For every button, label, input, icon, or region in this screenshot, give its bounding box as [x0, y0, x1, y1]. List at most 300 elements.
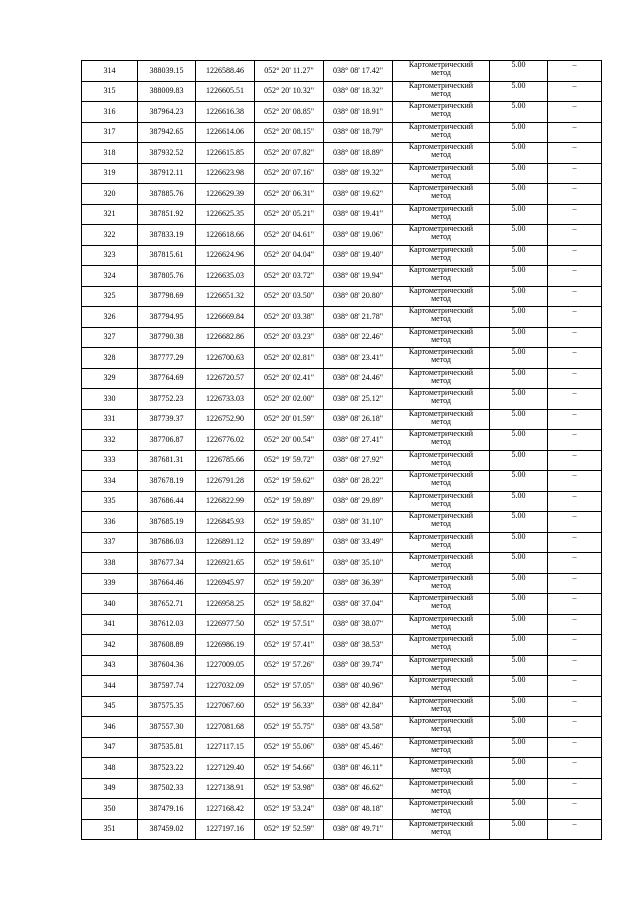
latitude: 052° 19' 53.24" — [255, 799, 324, 820]
longitude: 038° 08' 25.12" — [324, 389, 393, 410]
y-coordinate: 1226669.84 — [196, 307, 255, 328]
accuracy: 5.00 — [490, 61, 548, 82]
longitude: 038° 08' 38.07" — [324, 614, 393, 635]
method-cell — [393, 491, 490, 512]
accuracy: 5.00 — [490, 204, 548, 225]
latitude: 052° 20' 02.41" — [255, 368, 324, 389]
accuracy: 5.00 — [490, 368, 548, 389]
latitude: 052° 20' 08.85" — [255, 102, 324, 123]
method-label-line1: Картометрический — [408, 696, 474, 705]
method-label-line2: метод — [431, 724, 451, 733]
point-number: 338 — [82, 553, 138, 574]
method-label-line2: метод — [431, 416, 451, 426]
table-row — [82, 532, 602, 553]
longitude: 038° 08' 17.42" — [324, 61, 393, 82]
latitude: 052° 20' 07.82" — [255, 143, 324, 164]
note: – — [548, 102, 602, 123]
y-coordinate: 1226615.85 — [196, 143, 255, 164]
method-label-line1: Картометрический — [408, 429, 474, 438]
x-coordinate: 387932.52 — [138, 143, 196, 164]
note: – — [548, 184, 602, 205]
y-coordinate: 1226700.63 — [196, 348, 255, 369]
table-row — [82, 696, 602, 717]
x-coordinate: 387805.76 — [138, 266, 196, 287]
method-label-line2: метод — [431, 478, 451, 487]
accuracy: 5.00 — [490, 614, 548, 635]
method-cell — [393, 368, 490, 389]
note: – — [548, 307, 602, 328]
method-label-line1: Картометрический — [408, 81, 474, 90]
method-label-line1: Картометрический — [408, 409, 474, 418]
point-number: 319 — [82, 163, 138, 184]
longitude: 038° 08' 39.74" — [324, 655, 393, 676]
point-number: 334 — [82, 471, 138, 492]
note: – — [548, 225, 602, 246]
method-cell — [393, 102, 490, 123]
note: – — [548, 204, 602, 225]
method-label-line2: метод — [431, 580, 451, 590]
method-label-line1: Картометрический — [408, 634, 474, 643]
method-cell — [393, 717, 490, 738]
table-row — [82, 225, 602, 246]
accuracy: 5.00 — [490, 327, 548, 348]
point-number: 347 — [82, 737, 138, 758]
method-label-line2: метод — [431, 457, 451, 467]
point-number: 331 — [82, 409, 138, 430]
table-row — [82, 409, 602, 430]
method-label-line1: Картометрический — [408, 757, 474, 766]
point-number: 343 — [82, 655, 138, 676]
method-cell — [393, 512, 490, 533]
y-coordinate: 1226845.93 — [196, 512, 255, 533]
latitude: 052° 20' 11.27" — [255, 61, 324, 82]
latitude: 052° 20' 02.81" — [255, 348, 324, 369]
table-row — [82, 307, 602, 328]
note: – — [548, 450, 602, 471]
latitude: 052° 20' 04.61" — [255, 225, 324, 246]
method-label-line2: метод — [431, 785, 451, 795]
method-label-line2: метод — [431, 498, 451, 508]
longitude: 038° 08' 18.89" — [324, 143, 393, 164]
method-label-line1: Картометрический — [408, 798, 474, 807]
latitude: 052° 19' 59.62" — [255, 471, 324, 492]
x-coordinate: 387557.30 — [138, 717, 196, 738]
method-cell — [393, 778, 490, 799]
y-coordinate: 1226785.66 — [196, 450, 255, 471]
point-number: 314 — [82, 61, 138, 82]
x-coordinate: 387677.34 — [138, 553, 196, 574]
method-label-line2: метод — [431, 355, 451, 364]
accuracy: 5.00 — [490, 266, 548, 287]
longitude: 038° 08' 19.06" — [324, 225, 393, 246]
method-label-line2: метод — [431, 232, 451, 241]
x-coordinate: 387664.46 — [138, 573, 196, 594]
latitude: 052° 19' 55.75" — [255, 717, 324, 738]
longitude: 038° 08' 31.10" — [324, 512, 393, 533]
table-row — [82, 430, 602, 451]
y-coordinate: 1226752.90 — [196, 409, 255, 430]
method-label-line1: Картометрический — [408, 101, 474, 110]
note: – — [548, 532, 602, 553]
note: – — [548, 512, 602, 533]
point-number: 351 — [82, 819, 138, 840]
accuracy: 5.00 — [490, 553, 548, 574]
point-number: 326 — [82, 307, 138, 328]
table-row — [82, 348, 602, 369]
method-label-line1: Картометрический — [408, 286, 474, 295]
table-row — [82, 389, 602, 410]
method-label-line2: метод — [431, 621, 451, 631]
table-row — [82, 635, 602, 656]
y-coordinate: 1226629.39 — [196, 184, 255, 205]
note: – — [548, 471, 602, 492]
latitude: 052° 20' 02.00" — [255, 389, 324, 410]
y-coordinate: 1226616.38 — [196, 102, 255, 123]
method-label-line2: метод — [431, 683, 451, 692]
y-coordinate: 1226618.66 — [196, 225, 255, 246]
accuracy: 5.00 — [490, 389, 548, 410]
longitude: 038° 08' 40.96" — [324, 676, 393, 697]
longitude: 038° 08' 48.18" — [324, 799, 393, 820]
x-coordinate: 387833.19 — [138, 225, 196, 246]
method-label-line1: Картометрический — [408, 573, 474, 582]
accuracy: 5.00 — [490, 655, 548, 676]
point-number: 337 — [82, 532, 138, 553]
method-label-line1: Картометрический — [408, 737, 474, 746]
method-label-line1: Картометрический — [408, 716, 474, 725]
x-coordinate: 387815.61 — [138, 245, 196, 266]
table-row — [82, 266, 602, 287]
latitude: 052° 20' 00.54" — [255, 430, 324, 451]
method-label-line1: Картометрический — [408, 224, 474, 233]
y-coordinate: 1226625.35 — [196, 204, 255, 225]
x-coordinate: 387790.38 — [138, 327, 196, 348]
accuracy: 5.00 — [490, 758, 548, 779]
method-label-line2: метод — [431, 150, 451, 159]
longitude: 038° 08' 23.41" — [324, 348, 393, 369]
method-label-line2: метод — [431, 703, 451, 713]
latitude: 052° 19' 59.72" — [255, 450, 324, 471]
table-row — [82, 81, 602, 102]
note: – — [548, 81, 602, 102]
x-coordinate: 387597.74 — [138, 676, 196, 697]
table-row — [82, 245, 602, 266]
method-label-line2: метод — [431, 68, 451, 77]
method-label-line1: Картометрический — [408, 532, 474, 541]
point-number: 350 — [82, 799, 138, 820]
latitude: 052° 20' 10.32" — [255, 81, 324, 102]
accuracy: 5.00 — [490, 635, 548, 656]
accuracy: 5.00 — [490, 717, 548, 738]
latitude: 052° 20' 08.15" — [255, 122, 324, 143]
longitude: 038° 08' 38.53" — [324, 635, 393, 656]
y-coordinate: 1226921.65 — [196, 553, 255, 574]
latitude: 052° 19' 59.20" — [255, 573, 324, 594]
latitude: 052° 19' 52.59" — [255, 819, 324, 840]
method-label-line1: Картометрический — [408, 60, 474, 69]
y-coordinate: 1227032.09 — [196, 676, 255, 697]
y-coordinate: 1227129.40 — [196, 758, 255, 779]
table-row — [82, 61, 602, 82]
method-cell — [393, 286, 490, 307]
method-cell — [393, 819, 490, 840]
latitude: 052° 19' 57.05" — [255, 676, 324, 697]
longitude: 038° 08' 33.49" — [324, 532, 393, 553]
note: – — [548, 676, 602, 697]
x-coordinate: 387686.44 — [138, 491, 196, 512]
latitude: 052° 19' 57.51" — [255, 614, 324, 635]
longitude: 038° 08' 19.62" — [324, 184, 393, 205]
accuracy: 5.00 — [490, 102, 548, 123]
method-label-line2: метод — [431, 375, 451, 385]
note: – — [548, 327, 602, 348]
point-number: 336 — [82, 512, 138, 533]
method-label-line1: Картометрический — [408, 778, 474, 787]
longitude: 038° 08' 27.41" — [324, 430, 393, 451]
latitude: 052° 20' 04.04" — [255, 245, 324, 266]
method-cell — [393, 553, 490, 574]
table-row — [82, 143, 602, 164]
note: – — [548, 737, 602, 758]
table-row — [82, 573, 602, 594]
accuracy: 5.00 — [490, 430, 548, 451]
point-number: 341 — [82, 614, 138, 635]
table-row — [82, 122, 602, 143]
x-coordinate: 387685.19 — [138, 512, 196, 533]
longitude: 038° 08' 46.11" — [324, 758, 393, 779]
method-label-line2: метод — [431, 560, 451, 569]
accuracy: 5.00 — [490, 799, 548, 820]
point-number: 345 — [82, 696, 138, 717]
latitude: 052° 20' 06.31" — [255, 184, 324, 205]
method-cell — [393, 389, 490, 410]
note: – — [548, 717, 602, 738]
method-label-line2: метод — [431, 539, 451, 549]
latitude: 052° 19' 56.33" — [255, 696, 324, 717]
method-label-line2: метод — [431, 129, 451, 139]
table-row — [82, 327, 602, 348]
x-coordinate: 387686.03 — [138, 532, 196, 553]
longitude: 038° 08' 26.18" — [324, 409, 393, 430]
y-coordinate: 1226733.03 — [196, 389, 255, 410]
method-cell — [393, 573, 490, 594]
table-row — [82, 819, 602, 840]
x-coordinate: 387798.69 — [138, 286, 196, 307]
longitude: 038° 08' 18.32" — [324, 81, 393, 102]
accuracy: 5.00 — [490, 778, 548, 799]
point-number: 318 — [82, 143, 138, 164]
accuracy: 5.00 — [490, 594, 548, 615]
accuracy: 5.00 — [490, 286, 548, 307]
longitude: 038° 08' 24.46" — [324, 368, 393, 389]
method-label-line2: метод — [431, 642, 451, 651]
accuracy: 5.00 — [490, 737, 548, 758]
point-number: 340 — [82, 594, 138, 615]
table-row — [82, 102, 602, 123]
x-coordinate: 387794.95 — [138, 307, 196, 328]
x-coordinate: 388039.15 — [138, 61, 196, 82]
table-body — [82, 61, 602, 840]
latitude: 052° 20' 03.50" — [255, 286, 324, 307]
point-number: 324 — [82, 266, 138, 287]
y-coordinate: 1226588.46 — [196, 61, 255, 82]
method-label-line1: Картометрический — [408, 183, 474, 192]
accuracy: 5.00 — [490, 532, 548, 553]
longitude: 038° 08' 19.40" — [324, 245, 393, 266]
note: – — [548, 122, 602, 143]
x-coordinate: 387706.87 — [138, 430, 196, 451]
y-coordinate: 1227197.16 — [196, 819, 255, 840]
latitude: 052° 19' 59.61" — [255, 553, 324, 574]
x-coordinate: 388009.83 — [138, 81, 196, 102]
x-coordinate: 387502.33 — [138, 778, 196, 799]
note: – — [548, 61, 602, 82]
accuracy: 5.00 — [490, 348, 548, 369]
longitude: 038° 08' 45.46" — [324, 737, 393, 758]
point-number: 329 — [82, 368, 138, 389]
method-cell — [393, 676, 490, 697]
point-number: 335 — [82, 491, 138, 512]
accuracy: 5.00 — [490, 409, 548, 430]
method-cell — [393, 635, 490, 656]
accuracy: 5.00 — [490, 676, 548, 697]
point-number: 322 — [82, 225, 138, 246]
method-cell — [393, 143, 490, 164]
point-number: 333 — [82, 450, 138, 471]
latitude: 052° 20' 03.38" — [255, 307, 324, 328]
method-cell — [393, 266, 490, 287]
longitude: 038° 08' 19.32" — [324, 163, 393, 184]
y-coordinate: 1226945.97 — [196, 573, 255, 594]
method-label-line2: метод — [431, 211, 451, 221]
point-number: 328 — [82, 348, 138, 369]
method-cell — [393, 594, 490, 615]
method-label-line2: метод — [431, 252, 451, 262]
point-number: 325 — [82, 286, 138, 307]
note: – — [548, 758, 602, 779]
method-label-line2: метод — [431, 744, 451, 754]
coordinates-table — [81, 60, 602, 840]
note: – — [548, 655, 602, 676]
method-label-line1: Картометрический — [408, 347, 474, 356]
point-number: 346 — [82, 717, 138, 738]
y-coordinate: 1227138.91 — [196, 778, 255, 799]
point-number: 317 — [82, 122, 138, 143]
accuracy: 5.00 — [490, 450, 548, 471]
accuracy: 5.00 — [490, 512, 548, 533]
y-coordinate: 1226651.32 — [196, 286, 255, 307]
longitude: 038° 08' 43.58" — [324, 717, 393, 738]
method-label-line1: Картометрический — [408, 368, 474, 377]
y-coordinate: 1227067.60 — [196, 696, 255, 717]
document-page — [81, 60, 601, 840]
y-coordinate: 1227009.05 — [196, 655, 255, 676]
latitude: 052° 19' 58.82" — [255, 594, 324, 615]
note: – — [548, 266, 602, 287]
note: – — [548, 163, 602, 184]
x-coordinate: 387608.89 — [138, 635, 196, 656]
point-number: 320 — [82, 184, 138, 205]
accuracy: 5.00 — [490, 81, 548, 102]
table-row — [82, 717, 602, 738]
method-label-line1: Картометрический — [408, 655, 474, 664]
latitude: 052° 20' 05.21" — [255, 204, 324, 225]
note: – — [548, 553, 602, 574]
longitude: 038° 08' 35.10" — [324, 553, 393, 574]
method-cell — [393, 655, 490, 676]
method-label-line1: Картометрический — [408, 614, 474, 623]
note: – — [548, 614, 602, 635]
table-row — [82, 491, 602, 512]
note: – — [548, 286, 602, 307]
longitude: 038° 08' 27.92" — [324, 450, 393, 471]
method-label-line1: Картометрический — [408, 819, 474, 828]
longitude: 038° 08' 20.80" — [324, 286, 393, 307]
accuracy: 5.00 — [490, 819, 548, 840]
table-row — [82, 184, 602, 205]
method-label-line1: Картометрический — [408, 388, 474, 397]
method-cell — [393, 532, 490, 553]
x-coordinate: 387912.11 — [138, 163, 196, 184]
method-cell — [393, 225, 490, 246]
method-label-line2: метод — [431, 601, 451, 610]
y-coordinate: 1226605.51 — [196, 81, 255, 102]
table-row — [82, 737, 602, 758]
method-label-line1: Картометрический — [408, 450, 474, 459]
method-label-line2: метод — [431, 662, 451, 672]
table-row — [82, 512, 602, 533]
accuracy: 5.00 — [490, 696, 548, 717]
method-cell — [393, 163, 490, 184]
method-cell — [393, 327, 490, 348]
method-label-line1: Картометрический — [408, 552, 474, 561]
accuracy: 5.00 — [490, 225, 548, 246]
x-coordinate: 387777.29 — [138, 348, 196, 369]
latitude: 052° 20' 03.72" — [255, 266, 324, 287]
method-label-line2: метод — [431, 191, 451, 200]
x-coordinate: 387535.81 — [138, 737, 196, 758]
longitude: 038° 08' 42.84" — [324, 696, 393, 717]
latitude: 052° 20' 03.23" — [255, 327, 324, 348]
longitude: 038° 08' 29.89" — [324, 491, 393, 512]
table-row — [82, 368, 602, 389]
table-row — [82, 286, 602, 307]
latitude: 052° 19' 54.66" — [255, 758, 324, 779]
y-coordinate: 1227168.42 — [196, 799, 255, 820]
x-coordinate: 387604.36 — [138, 655, 196, 676]
method-label-line1: Картометрический — [408, 491, 474, 500]
table-row — [82, 553, 602, 574]
note: – — [548, 409, 602, 430]
x-coordinate: 387851.92 — [138, 204, 196, 225]
longitude: 038° 08' 28.22" — [324, 471, 393, 492]
method-cell — [393, 758, 490, 779]
x-coordinate: 387678.19 — [138, 471, 196, 492]
note: – — [548, 491, 602, 512]
y-coordinate: 1226624.96 — [196, 245, 255, 266]
accuracy: 5.00 — [490, 163, 548, 184]
x-coordinate: 387964.23 — [138, 102, 196, 123]
point-number: 315 — [82, 81, 138, 102]
longitude: 038° 08' 21.78" — [324, 307, 393, 328]
point-number: 327 — [82, 327, 138, 348]
method-label-line1: Картометрический — [408, 511, 474, 520]
longitude: 038° 08' 46.62" — [324, 778, 393, 799]
method-label-line2: метод — [431, 314, 451, 323]
y-coordinate: 1226614.06 — [196, 122, 255, 143]
method-cell — [393, 430, 490, 451]
method-label-line2: метод — [431, 273, 451, 282]
